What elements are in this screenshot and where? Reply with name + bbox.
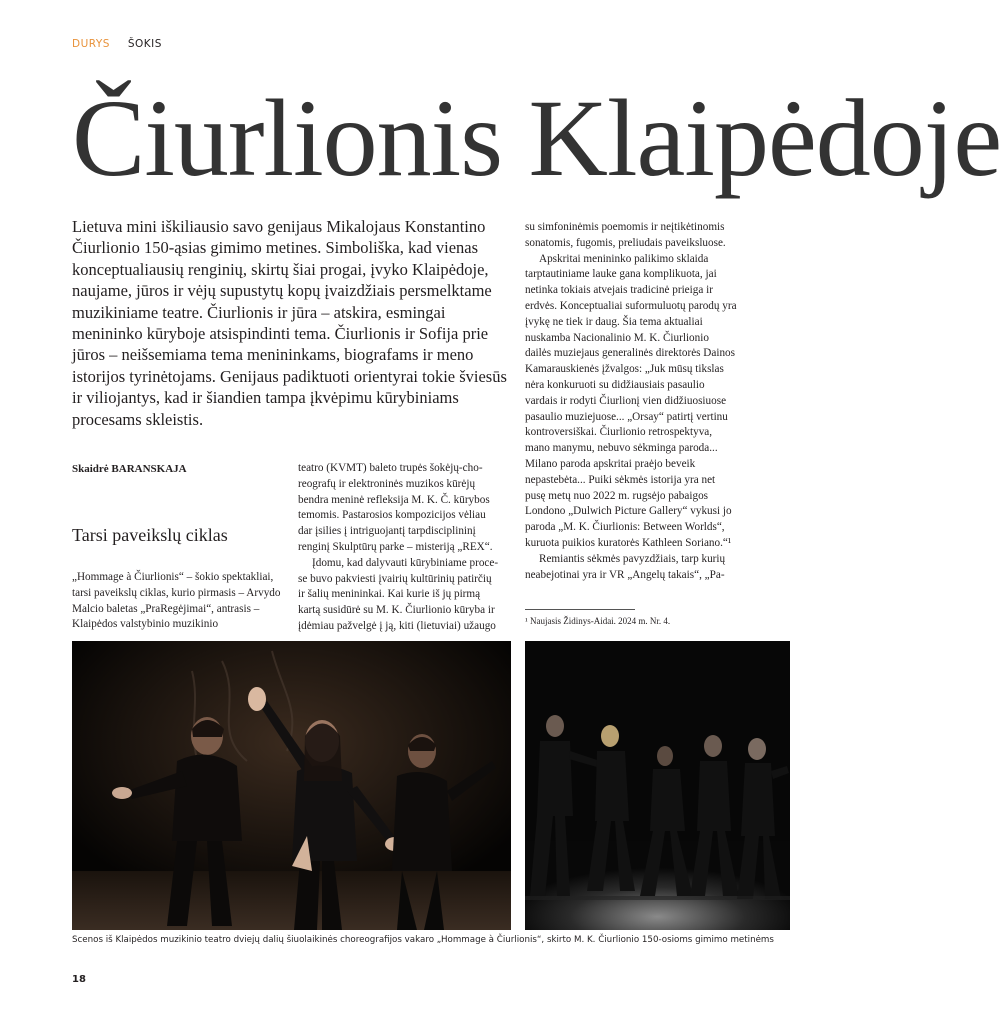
- subsection-label: ŠOKIS: [127, 38, 162, 50]
- column-2-paragraph-1: teatro (KVMT) baleto trupės šokėjų-choreografų ir elektroninės muzikos kūrėjų bendra meninė refleksija M. K. Č. kūrybos temomis. Pastarosios kompozicijos vėliau dar įsilies į intriguojantį tarpdisciplininį renginį Skulptūrų parke – misteriją „REX“.: [298, 462, 493, 553]
- column-2-paragraph-2: Įdomu, kad dalyvauti kūrybiniame procese buvo pakviesti įvairių kultūrinių patirčių ir šalių menininkai. Kai kurie iš jų pirmą kartą susidūrė su M. K. Čiurlionio kūryba ir įdėmiau pažvelgė į ją, kiti (lietuviai) užaugo: [298, 556, 499, 632]
- column-1-paragraph: „Hommage à Čiurlionis“ – šokio spektakliai, tarsi paveikslų ciklas, kurio pirmasis – Arvydo Malcio baletas „PraRegėjimai“, antrasis – Klaipėdos valstybinio muzikinio: [72, 571, 281, 631]
- column-3: [525, 220, 737, 583]
- section-label: DURYS: [72, 38, 110, 50]
- column-2: [298, 461, 500, 635]
- column-3-paragraph-2: Apskritai menininko palikimo sklaida tarptautiniame lauke gana komplikuota, jai netinka tokiais atvejais tradicinė prieiga ir erdvės. Konceptualiai suformuluotų parodų yra įvykę ne tiek ir daug. Šia tema aktualiai nuskamba Nacionalinio M. K. Čiurlionio dailės muziejaus generalinės direktorės Dainos Kamarauskienės įžvalgos: „Juk mūsų tikslas nėra konkuruoti su didžiausiais pasaulio vardais ir rodyti Čiurlionį vien didžiuosiuose pasaulio muziejuose... „Orsay“ patirtį vertinu kontroversiškai. Čiurlionio retrospektyva, mano manymu, nebuvo sėkminga paroda... Milano paroda apskritai praėjo beveik nepastebėta... Puiki sėkmės istorija yra net pusę metų nuo 2022 m. rugsėjo pabaigos Londono „Dulwich Picture Gallery“ vykusi jo paroda „M. K. Čiurlionis: Between Worlds“, kuruota puikios kuratorės Kathleen Soriano.“¹: [525, 252, 737, 549]
- article-title: Čiurlionis Klaipėdoje: [72, 77, 1001, 199]
- subheading: Tarsi paveikslų ciklas: [72, 525, 228, 545]
- stage-photo-1: [72, 641, 511, 930]
- footnote: ¹ Naujasis Židinys-Aidai. 2024 m. Nr. 4.: [525, 616, 671, 626]
- stage-photo-1-drawing: [72, 641, 511, 930]
- page-number: 18: [72, 974, 86, 985]
- lead-text: Lietuva mini iškiliausio savo genijaus Mikalojaus Konstantino Čiurlionio 150-ąsias gimimo metines. Simboliška, kad vienas konceptualiausių renginių, skirtų šiai progai, įvyko Klaipėdoje, naujame, jūros ir vėjų supustytų kopų įvaizdžiais persmelktame muzikiniame teatre. Čiurlionis ir jūra – atskira, esmingai menininko kūryboje atsispindinti tema. Čiurlionis ir Sofija prie jūros – neišsemiama tema menininkams, biografams ir meno istorijos tyrinėtojams. Genijaus padiktuoti orientyrai tokie šviesūs ir viliojantys, kad ir šiandien tampa įkvėpimu kūrybiniams procesams skleistis.: [72, 217, 507, 429]
- footnote-divider: [525, 609, 635, 610]
- lead-paragraph: [72, 216, 512, 430]
- column-3-paragraph-1: su simfoninėmis poemomis ir neįtikėtinomis sonatomis, fugomis, preliudais paveiksluose.: [525, 221, 726, 249]
- section-header: [72, 38, 162, 50]
- author-byline: Skaidrė BARANSKAJA: [72, 463, 187, 475]
- column-3-paragraph-3: Remiantis sėkmės pavyzdžiais, tarp kurių neabejotinai yra ir VR „Angelų takais“, „Pa-: [525, 552, 726, 581]
- column-1: [72, 570, 282, 633]
- stage-photo-2-drawing: [525, 641, 790, 930]
- photo-caption: Scenos iš Klaipėdos muzikinio teatro dviejų dalių šiuolaikinės choreografijos vakaro „Hommage à Čiurlionis“, skirto M. K. Čiurlionio 150-osioms gimimo metinėms: [72, 935, 774, 945]
- stage-photo-2: [525, 641, 790, 930]
